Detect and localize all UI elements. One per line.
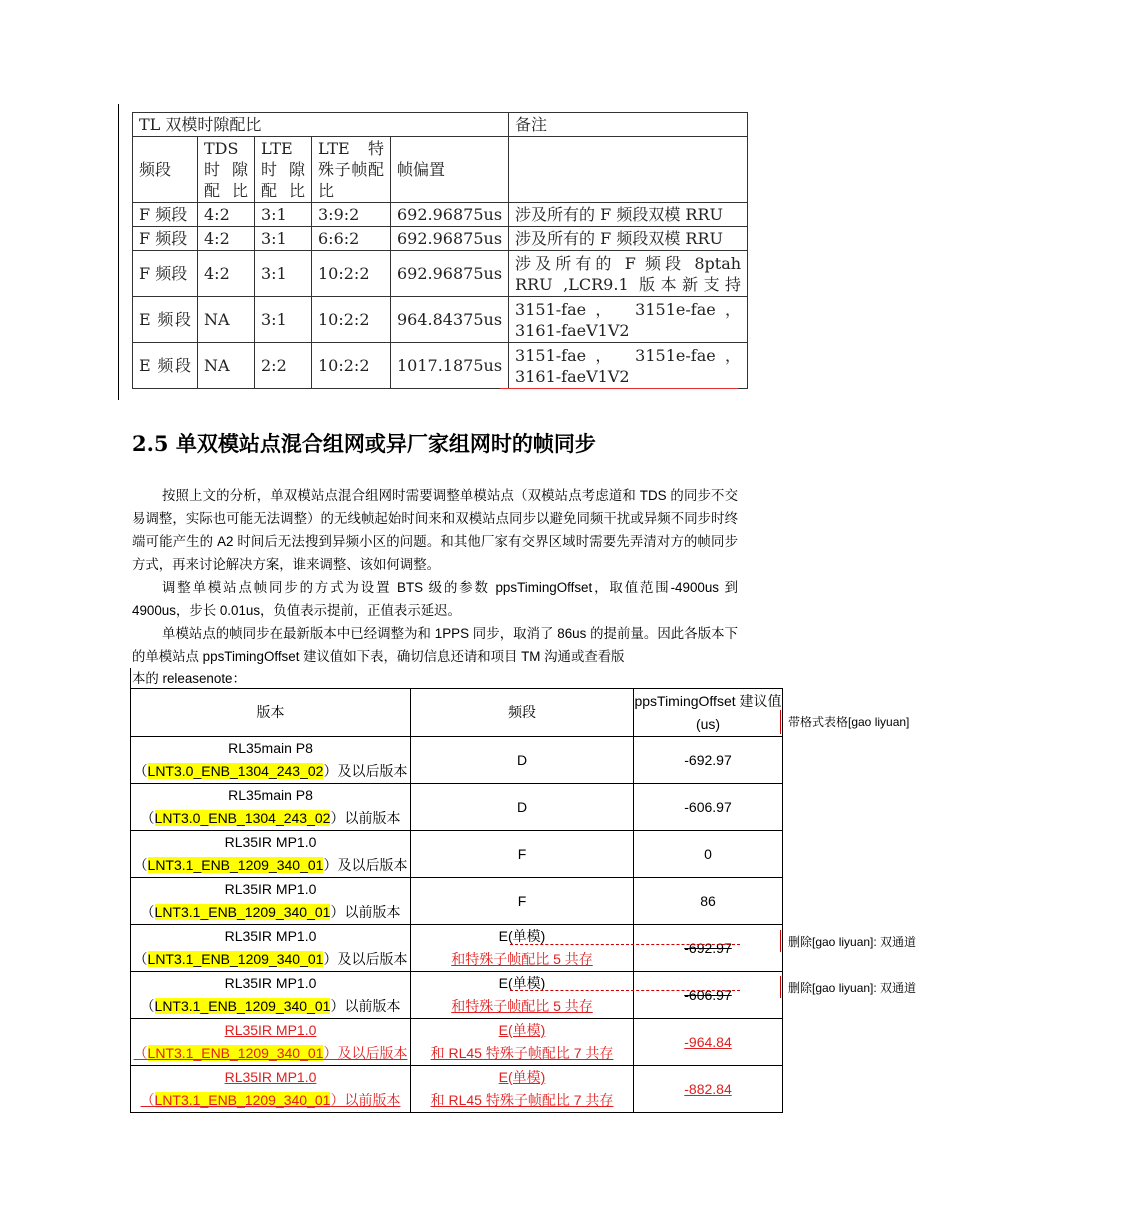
header-tds: TDS 时隙配比 [198, 137, 255, 203]
band-cell [411, 737, 634, 784]
version-name: RL35IR MP1.0 [224, 975, 317, 991]
band-note: 和特殊子帧配比 5 共存 [451, 951, 593, 967]
version-scope: ）以前版本 [330, 1092, 401, 1108]
table-cell: F 频段 [133, 251, 198, 297]
table-cell: NA [198, 343, 255, 389]
build-code: LNT3.0_ENB_1304_243_02 [154, 810, 331, 826]
offset-value: -882.84 [684, 1080, 732, 1097]
table-cell: 3151-fae， 3151e-fae， 3161-faeV1V2 [509, 343, 748, 389]
version-scope: ）及以后版本 [323, 951, 408, 967]
paren: （ [133, 1045, 148, 1061]
band-name: F [517, 845, 527, 862]
table-cell: 10:2:2 [312, 251, 391, 297]
table-cell: 692.96875us [391, 203, 509, 227]
build-code: LNT3.1_ENB_1209_340_01 [147, 1045, 324, 1061]
version-scope: ）以前版本 [330, 998, 401, 1014]
offset-value: -606.97 [684, 798, 732, 815]
table-cell: F 频段 [133, 227, 198, 251]
build-code: LNT3.1_ENB_1209_340_01 [147, 857, 324, 873]
paren: （ [140, 998, 155, 1014]
comment-delete: 删除[gao liyuan]: 双通道 [788, 981, 917, 995]
band-name: E(单模) [498, 1069, 546, 1085]
table-cell: 涉及所有的 F 频段 8ptah RRU ,LCR9.1 版本新支持 [509, 251, 748, 297]
table-row [131, 784, 783, 831]
offset-value-cell [634, 1066, 783, 1113]
offset-value: -692.97 [684, 751, 732, 768]
paren: （ [133, 951, 148, 967]
comment-marker [780, 930, 781, 952]
version-name: RL35IR MP1.0 [224, 928, 317, 944]
version-scope: ）及以后版本 [323, 857, 408, 873]
offset-value-cell [634, 972, 783, 1019]
version-cell [131, 878, 411, 925]
version-cell [131, 737, 411, 784]
header-offset: 帧偏置 [391, 137, 509, 203]
table-cell: 692.96875us [391, 251, 509, 297]
table-row [131, 925, 783, 972]
table-cell: 692.96875us [391, 227, 509, 251]
table-cell: 3:1 [255, 227, 312, 251]
build-code: LNT3.1_ENB_1209_340_01 [147, 951, 324, 967]
paren: （ [140, 904, 155, 920]
offset-value-cell [634, 878, 783, 925]
version-cell [131, 831, 411, 878]
band-cell [411, 878, 634, 925]
body-text [132, 484, 738, 668]
version-cell [131, 972, 411, 1019]
tl-slot-ratio-table [132, 112, 748, 389]
header-remark-blank [509, 137, 748, 203]
header-offset-value: ppsTimingOffset 建议值(us) [634, 689, 783, 737]
comment-link [510, 990, 740, 991]
build-code: LNT3.0_ENB_1304_243_02 [147, 763, 324, 779]
paren: （ [133, 763, 148, 779]
header-lte-special: LTE 特殊子帧配比 [312, 137, 391, 203]
pps-timing-offset-table [130, 688, 783, 1113]
section-heading: 2.5 单双模站点混合组网或异厂家组网时的帧同步 [132, 431, 596, 456]
header-lte: LTE 时隙配比 [255, 137, 312, 203]
band-name: F [517, 892, 527, 909]
comment-delete: 删除[gao liyuan]: 双通道 [788, 935, 917, 949]
comment-link [510, 944, 740, 945]
offset-value: 0 [704, 845, 712, 862]
table-cell: 3:9:2 [312, 203, 391, 227]
offset-value: -964.84 [684, 1033, 732, 1050]
band-cell [411, 784, 634, 831]
change-bar [118, 104, 119, 400]
remark-header: 备注 [509, 113, 748, 137]
table-cell: 4:2 [198, 227, 255, 251]
version-name: RL35IR MP1.0 [224, 1069, 317, 1085]
revision-underline [500, 388, 738, 389]
paren: （ [140, 1092, 155, 1108]
table-row [131, 878, 783, 925]
table-cell: NA [198, 297, 255, 343]
build-code: LNT3.1_ENB_1209_340_01 [154, 904, 331, 920]
paragraph: 调整单模站点帧同步的方式为设置 BTS 级的参数 ppsTimingOffset，取值范围-4900us 到 4900us，步长 0.01us，负值表示提前，正值表示延迟。 [132, 580, 738, 618]
band-note: 和特殊子帧配比 5 共存 [451, 998, 593, 1014]
version-name: RL35IR MP1.0 [224, 881, 317, 897]
header-version: 版本 [131, 689, 411, 737]
table-row [131, 737, 783, 784]
band-name: D [516, 751, 528, 768]
table-row [131, 831, 783, 878]
version-scope: ）及以后版本 [323, 763, 408, 779]
header-band: 频段 [133, 137, 198, 203]
band-cell [411, 831, 634, 878]
comment-marker [780, 710, 781, 734]
band-name: E(单模) [498, 1022, 546, 1038]
version-cell [131, 784, 411, 831]
band-cell [411, 925, 634, 972]
band-note: 和 RL45 特殊子帧配比 7 共存 [430, 1045, 614, 1061]
table-cell: 10:2:2 [312, 297, 391, 343]
table-cell: 4:2 [198, 251, 255, 297]
table-cell: F 频段 [133, 203, 198, 227]
offset-value: 86 [700, 892, 716, 909]
band-name: E(单模) [498, 928, 546, 944]
band-note: 和 RL45 特殊子帧配比 7 共存 [430, 1092, 614, 1108]
table-cell: 6:6:2 [312, 227, 391, 251]
version-scope: ）以前版本 [330, 904, 401, 920]
table-row [131, 1019, 783, 1066]
version-cell [131, 925, 411, 972]
table-row [131, 1066, 783, 1113]
table-row [131, 972, 783, 1019]
version-name: RL35main P8 [228, 740, 313, 756]
table-cell: E 频段 [133, 343, 198, 389]
version-scope: ）以前版本 [330, 810, 401, 826]
comment-marker [780, 976, 781, 998]
paragraph-tail: 本的 releasenote： [132, 671, 246, 686]
paren: （ [133, 857, 148, 873]
offset-value-cell [634, 784, 783, 831]
table-cell: 10:2:2 [312, 343, 391, 389]
band-cell [411, 972, 634, 1019]
offset-value-cell [634, 1019, 783, 1066]
offset-value-cell [634, 831, 783, 878]
comment-format: 带格式表格[gao liyuan] [788, 715, 910, 729]
version-scope: ）及以后版本 [323, 1045, 408, 1061]
build-code: LNT3.1_ENB_1209_340_01 [154, 998, 331, 1014]
table-cell: E 频段 [133, 297, 198, 343]
build-code: LNT3.1_ENB_1209_340_01 [154, 1092, 331, 1108]
paragraph: 单模站点的帧同步在最新版本中已经调整为和 1PPS 同步，取消了 86us 的提前量。因此各版本下的单模站点 ppsTimingOffset 建议值如下表，确切信息还请和项目 TM 沟通或查看版 [132, 626, 738, 664]
version-name: RL35IR MP1.0 [224, 834, 317, 850]
table-cell: 2:2 [255, 343, 312, 389]
band-cell [411, 1019, 634, 1066]
version-name: RL35IR MP1.0 [224, 1022, 317, 1038]
offset-value-cell [634, 737, 783, 784]
band-name: D [516, 798, 528, 815]
table-cell: 3:1 [255, 251, 312, 297]
band-name: E(单模) [498, 975, 546, 991]
table-cell: 3151-fae， 3151e-fae， 3161-faeV1V2 [509, 297, 748, 343]
version-cell [131, 1019, 411, 1066]
table-cell: 3:1 [255, 297, 312, 343]
table-cell: 1017.1875us [391, 343, 509, 389]
offset-value: -692.97 [684, 939, 732, 956]
table-cell: 3:1 [255, 203, 312, 227]
table-cell: 4:2 [198, 203, 255, 227]
table-cell: 涉及所有的 F 频段双模 RRU [509, 203, 748, 227]
table-cell: 涉及所有的 F 频段双模 RRU [509, 227, 748, 251]
table-title: TL 双模时隙配比 [133, 113, 509, 137]
offset-value: -606.97 [684, 986, 732, 1003]
version-name: RL35main P8 [228, 787, 313, 803]
header-band: 频段 [411, 689, 634, 737]
paragraph: 按照上文的分析，单双模站点混合组网时需要调整单模站点（双模站点考虑道和 TDS 的同步不交易调整，实际也可能无法调整）的无线帧起始时间来和双模站点同步以避免同频干扰或异频不同步时终端可能产生的 A2 时间后无法搜到异频小区的问题。和其他厂家有交界区域时需要先弄清对方的帧同步方式，再来讨论解决方案，谁来调整、该如何调整。 [132, 488, 738, 572]
band-cell [411, 1066, 634, 1113]
version-cell [131, 1066, 411, 1113]
paren: （ [140, 810, 155, 826]
table-cell: 964.84375us [391, 297, 509, 343]
offset-value-cell [634, 925, 783, 972]
